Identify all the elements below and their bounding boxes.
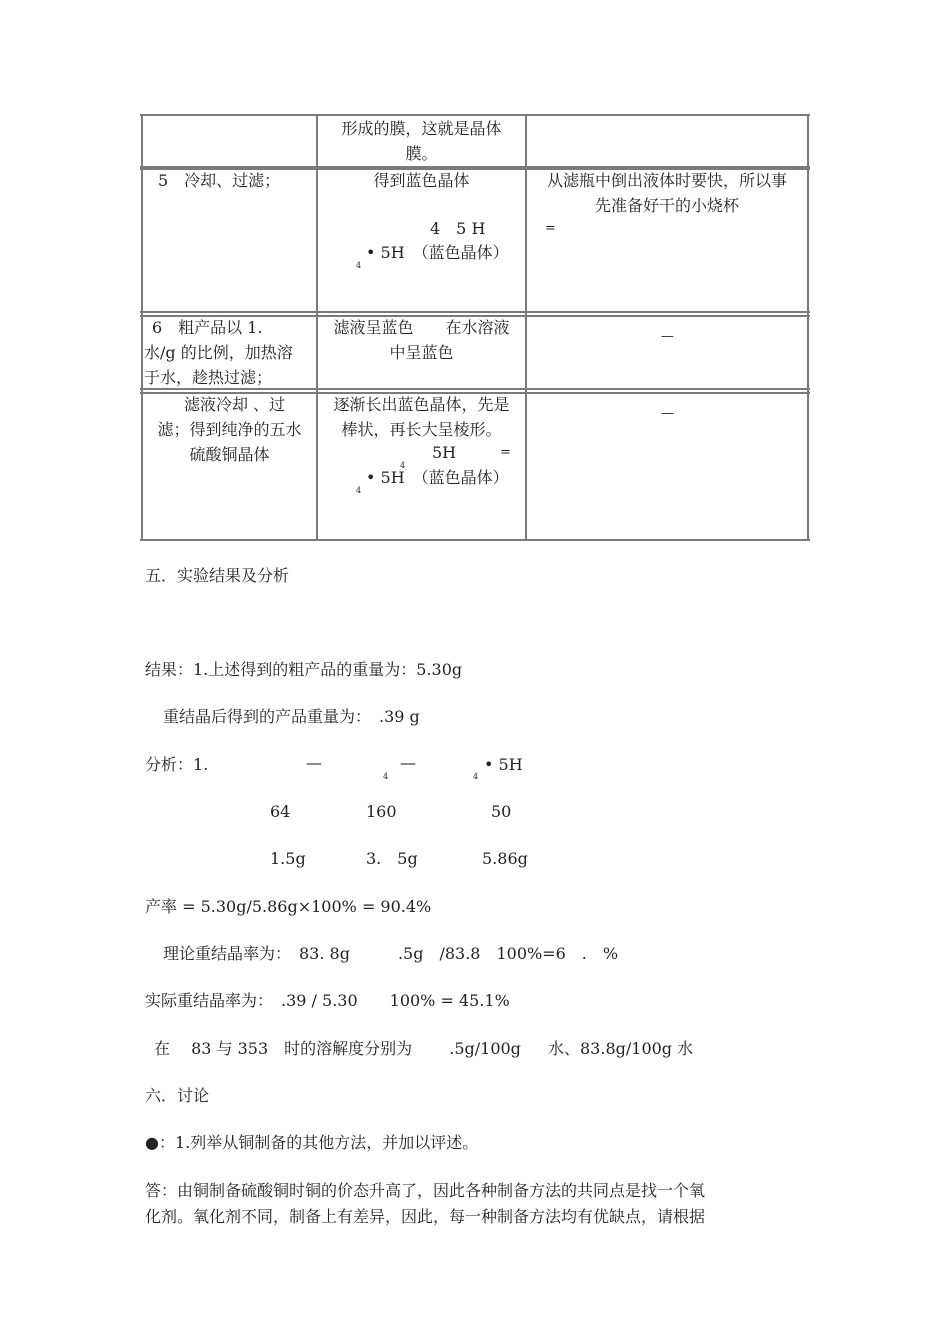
- r4-col2-product: • 5H （蓝色晶体）: [366, 468, 509, 487]
- r3-col1-cell: [144, 315, 316, 390]
- molar-mass-1: 64: [270, 802, 291, 821]
- molar-mass-2: 160: [366, 802, 397, 821]
- solubility-line-b: 水、83.8g/100g 水: [548, 1039, 694, 1058]
- r2-col2-subscript: 4: [356, 261, 362, 270]
- theory-rate-line: 理论重结晶率为： 83. 8g .5g /83.8 100%=6 . %: [163, 944, 619, 963]
- r3-col3-dash: —: [661, 329, 674, 344]
- actual-rate-line: 实际重结晶率为： .39 / 5.30 100% = 45.1%: [145, 991, 510, 1010]
- cell-line: 水/g 的比例，加热溶: [144, 343, 293, 362]
- result-line-2: 重结晶后得到的产品重量为： .39 g: [163, 707, 420, 726]
- r4-col2-formula: 5H: [432, 443, 457, 462]
- r4-col1-cell: [143, 392, 316, 467]
- cell-line: 滤；得到纯净的五水: [157, 420, 302, 439]
- solubility-line-a: 在 83 与 353 时的溶解度分别为 .5g/100g: [154, 1039, 521, 1058]
- r3-col2-cell: [318, 315, 525, 365]
- cell-line: 中呈蓝色: [389, 343, 454, 362]
- answer-line-1: 答：由铜制备硫酸铜时铜的价态升高了，因此各种制备方法的共同点是找一个氧: [145, 1181, 706, 1200]
- r4-col2-equals: =: [500, 445, 511, 460]
- cell-line: 滤液冷却 、过: [183, 395, 286, 414]
- yield-line: 产率 = 5.30g/5.86g×100% = 90.4%: [145, 897, 432, 916]
- table-border-right: [807, 114, 809, 541]
- cell-line: 滤液呈蓝色 在水溶液: [333, 318, 510, 337]
- experiment-table: [140, 112, 810, 542]
- result-line-1: 结果：1.上述得到的粗产品的重量为：5.30g: [145, 660, 463, 679]
- analysis-dash-2: —: [400, 753, 416, 772]
- analysis-dash-1: —: [306, 753, 322, 772]
- r4-col2-superscript: 4: [400, 461, 406, 470]
- r4-col2-subscript: 4: [356, 486, 362, 495]
- analysis-label: 分析：1.: [145, 755, 209, 774]
- r2-col3-equals: =: [545, 221, 556, 236]
- mass-value-2: 3. 5g: [366, 849, 418, 868]
- section6-title: 六．讨论: [145, 1086, 210, 1105]
- cell-line: 于水，趁热过滤；: [144, 368, 273, 387]
- question-1: ●：1.列举从铜制备的其他方法，并加以评述。: [145, 1133, 479, 1152]
- r2-col2-product: • 5H （蓝色晶体）: [366, 243, 509, 262]
- cell-line: 棒状，再长大呈棱形。: [341, 420, 502, 439]
- mass-value-3: 5.86g: [482, 849, 528, 868]
- r2-col2-formula: 4 5 H: [430, 219, 486, 238]
- mass-value-1: 1.5g: [270, 849, 306, 868]
- cell-line: 膜。: [405, 144, 438, 163]
- analysis-subscript-1: 4: [383, 772, 389, 781]
- section5-title: 五．实验结果及分析: [145, 566, 290, 585]
- table-border-bottom: [140, 539, 810, 541]
- cell-line: 6 粗产品以 1.: [152, 318, 263, 337]
- r2-col3-cell: [527, 168, 807, 218]
- cell-line: 从滤瓶中倒出液体时要快，所以事: [546, 171, 787, 190]
- r4-col2-cell: [318, 392, 525, 442]
- r4-col3-dash: —: [661, 406, 674, 421]
- r2-col1-cell: 5 冷却、过滤；: [158, 171, 281, 190]
- table-row-divider: [140, 311, 810, 313]
- cell-line: 先准备好干的小烧杯: [594, 196, 739, 215]
- r1-col2-cell: [318, 116, 525, 166]
- cell-line: 逐渐长出蓝色晶体，先是: [333, 395, 510, 414]
- table-border-left: [141, 114, 143, 541]
- r2-col2-title: 得到蓝色晶体: [373, 171, 470, 190]
- analysis-formula: • 5H: [484, 755, 523, 774]
- analysis-subscript-2: 4: [473, 772, 479, 781]
- cell-line: 形成的膜，这就是晶体: [341, 119, 502, 138]
- answer-line-2: 化剂。氧化剂不同，制备上有差异，因此，每一种制备方法均有优缺点，请根据: [145, 1207, 706, 1226]
- cell-line: 硫酸铜晶体: [189, 445, 270, 464]
- molar-mass-3: 50: [491, 802, 512, 821]
